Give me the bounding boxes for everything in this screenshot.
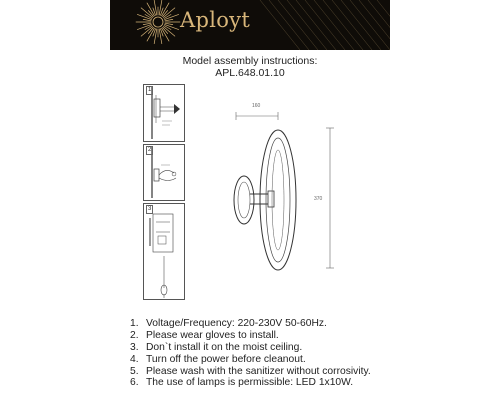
decorative-stripe [260, 0, 300, 50]
item-number: 5. [130, 365, 139, 377]
instruction-list [130, 318, 371, 389]
item-text: Please wash with the sanitizer without corrosivity. [146, 365, 371, 377]
sun-ray [165, 23, 173, 24]
decorative-stripe [332, 0, 372, 50]
item-number: 2. [130, 329, 139, 341]
list-item [130, 354, 371, 366]
decorative-stripe [359, 0, 390, 50]
assembly-step-1 [143, 84, 185, 142]
decorative-stripe [269, 0, 309, 50]
height-dimension-label: 370 [314, 196, 323, 202]
assembly-step-2 [143, 144, 185, 201]
lamp-side-view [222, 98, 342, 278]
decorative-stripe [323, 0, 363, 50]
list-item [130, 366, 371, 378]
list-item [130, 377, 371, 389]
assembly-step-3 [143, 203, 185, 300]
sun-ray [165, 19, 173, 20]
decorative-stripe [350, 0, 390, 50]
item-text: Please wear gloves to install. [146, 329, 279, 341]
list-item [130, 342, 371, 354]
item-number: 4. [130, 353, 139, 365]
decorative-stripe [287, 0, 327, 50]
item-text: Voltage/Frequency: 220-230V 50-60Hz. [146, 318, 327, 329]
list-item [130, 330, 371, 342]
step-number: 2 [148, 147, 152, 153]
decorative-stripe [296, 0, 336, 50]
sun-ray [143, 19, 151, 20]
item-number: 3. [130, 341, 139, 353]
decorative-stripe [278, 0, 318, 50]
brand-banner [110, 0, 390, 50]
list-item [130, 318, 371, 330]
decorative-stripe [305, 0, 345, 50]
width-dimension-label: 160 [252, 103, 261, 109]
decorative-stripe [314, 0, 354, 50]
item-number: 1. [130, 318, 139, 329]
sun-ray [143, 23, 151, 24]
product-dimension-drawing [222, 98, 342, 283]
item-text: The use of lamps is permissible: LED 1x10W. [146, 377, 354, 389]
document-title: Model assembly instructions: [182, 55, 318, 67]
item-number: 6. [130, 377, 139, 389]
step-3-illustration [144, 204, 184, 299]
step-number: 1 [148, 87, 152, 93]
decorative-stripe [341, 0, 381, 50]
model-number: APL.648.01.10 [215, 67, 285, 79]
brand-logo-text: Aployt [180, 8, 251, 32]
step-number: 3 [148, 206, 152, 212]
item-text: Turn off the power before cleanout. [146, 353, 306, 365]
item-text: Don`t install it on the moist ceiling. [146, 341, 303, 353]
